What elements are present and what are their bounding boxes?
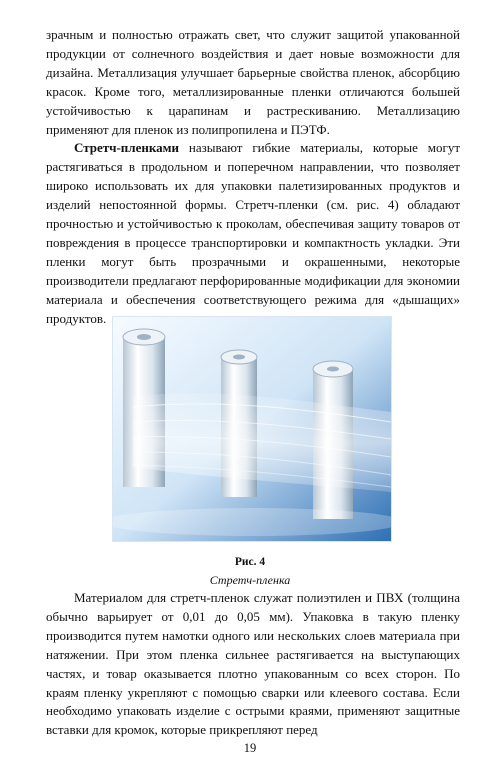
paragraph-metallization: зрачным и полностью отражать свет, что служит защитой упакованной продукции от солнечного воздействия и дает новые возможности для дизайна. Металлизация улучшает барьерные свойства пленок, абсорбцию красок. Кроме того, металлизированные пленки отличаются большей устойчивостью к царапинам и растрескиванию. Металлизацию применяют для пленок из полипропилена и ПЭТФ.	[46, 27, 460, 137]
paragraph-stretch-films	[46, 139, 460, 328]
page-number: 19	[243, 741, 257, 755]
text-block-bottom	[46, 589, 460, 740]
paragraph-materials: Материалом для стретч-пленок служат полиэтилен и ПВХ (толщина обычно варьирует от 0,01 до 0,05 мм). Упаковка в такую пленку производится путем намотки одного или нескольких слоев материала при натяжении. При этом пленка сильнее растягивается на выступающих частях, и товар оказывается плотно упакованным со всех сторон. По краям пленку укрепляют с помощью сварки или клеевого состава. Если необходимо упаковать изделие с острыми краями, применяют защитные вставки для кромок, которые прикрепляют перед	[46, 590, 460, 738]
text-block-top	[46, 26, 460, 329]
figure-number: Рис. 4	[234, 556, 266, 568]
stretch-film-rolls-image	[113, 317, 391, 541]
paragraph-stretch-films-text: называют гибкие материалы, которые могут растягиваться в продольном и поперечном направлении, что позволяет широко использовать их для упаковки палетизированных продуктов и изделий непостоянной формы. Стретч-пленки (см. рис. 4) обладают прочностью и устойчивостью к проколам, обеспечивая защиту товаров от повреждения в процессе транспортировки и компактность укладки. Эти пленки могут быть прозрачными и окрашенными, некоторые производители предлагают перфорированные модификации для экономии материала и обеспечения соответствующего режима для «дышащих» продуктов.	[46, 140, 460, 326]
figure-stretch-film-photo	[112, 316, 392, 542]
figure-caption: Стретч-пленка	[209, 573, 291, 587]
term-stretch-films: Стретч-пленками	[74, 140, 179, 156]
